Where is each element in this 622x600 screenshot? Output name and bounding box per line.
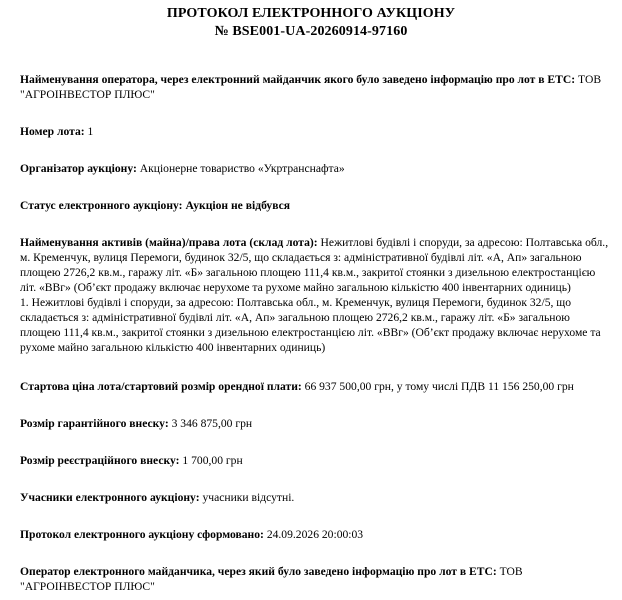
participants-value: учасники відсутні.	[202, 491, 295, 504]
status-field	[20, 198, 610, 213]
assets-description	[20, 235, 610, 295]
status-value: Аукціон не відбувся	[185, 199, 291, 212]
lot-number-label: Номер лота:	[20, 125, 85, 138]
operator-platform-label: Оператор електронного майданчика, через який було заведено інформацію про лот в ЕТС:	[20, 565, 497, 578]
protocol-number: № BSE001-UA-20260914-97160	[214, 24, 408, 39]
formed-field	[20, 527, 610, 542]
guarantee-fee-label: Розмір гарантійного внеску:	[20, 417, 169, 430]
operator-platform-field	[20, 564, 610, 594]
guarantee-fee-field	[20, 416, 610, 431]
start-price-label: Стартова ціна лота/стартовий розмір орендної плати:	[20, 380, 302, 393]
guarantee-fee-value: 3 346 875,00 грн	[171, 417, 253, 430]
status-label: Статус електронного аукціону:	[20, 199, 183, 212]
assets-value: Нежитлові будівлі і споруди, за адресою: Полтавська обл., м. Кременчук, вулиця Перемоги, будинок 32/5, що складається з: адміністративної будівлі літ. «А, Ап» загальною площею 2726,2 кв.м., гаражу літ. «Б» загальною площею 111,4 кв.м., закритої стоянки з дизельною електростанцією літ. «ВВг» (Об’єкт продажу включає нерухоме та рухоме майно загальною кількістю 400 інвентарних одиниць)	[20, 236, 609, 294]
operator-lot-value: ТОВ "АГРОІНВЕСТОР ПЛЮС"	[20, 73, 602, 101]
assets-label: Найменування активів (майна)/права лота (склад лота):	[20, 236, 318, 249]
assets-item: 1. Нежитлові будівлі і споруди, за адресою: Полтавська обл., м. Кременчук, вулиця Перемоги, будинок 32/5, що складається з: адміністративної будівлі літ. «А, Ап» загальною площею 2726,2 кв.м., гаражу літ. «Б» загальною площею 111,4 кв.м., закритої стоянки з дизельною електростанцією літ. «ВВг» (Об’єкт продажу включає нерухоме та рухоме майно загальною кількістю 400 інвентарних одиниць)	[20, 296, 601, 354]
formed-label: Протокол електронного аукціону сформовано:	[20, 528, 264, 541]
operator-lot-label: Найменування оператора, через електронний майданчик якого було заведено інформацію про лот в ЕТС:	[20, 73, 576, 86]
start-price-value: 66 937 500,00 грн, у тому числі ПДВ 11 156 250,00 грн	[304, 380, 574, 393]
start-price-field	[20, 379, 610, 394]
organizer-label: Організатор аукціону:	[20, 162, 137, 175]
operator-lot-field	[20, 72, 610, 102]
assets-field	[20, 235, 610, 355]
organizer-value: Акціонерне товариство «Укртранснафта»	[139, 162, 345, 175]
registration-fee-field	[20, 453, 610, 468]
lot-number-field	[20, 124, 610, 139]
organizer-field	[20, 161, 610, 176]
participants-field	[20, 490, 610, 505]
lot-number-value: 1	[87, 125, 94, 138]
operator-platform-value: ТОВ "АГРОІНВЕСТОР ПЛЮС"	[20, 565, 523, 593]
registration-fee-value: 1 700,00 грн	[182, 454, 243, 467]
formed-value: 24.09.2026 20:00:03	[266, 528, 364, 541]
protocol-title: ПРОТОКОЛ ЕЛЕКТРОННОГО АУКЦІОНУ	[166, 6, 456, 21]
participants-label: Учасники електронного аукціону:	[20, 491, 200, 504]
registration-fee-label: Розмір реєстраційного внеску:	[20, 454, 180, 467]
